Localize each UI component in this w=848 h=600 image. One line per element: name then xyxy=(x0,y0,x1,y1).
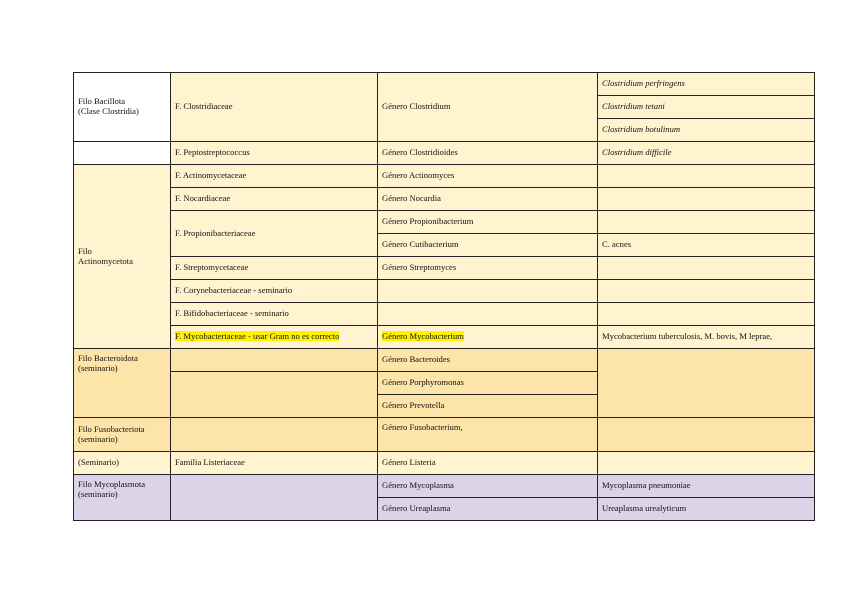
family-cell: Familia Listeriaceae xyxy=(171,452,378,475)
table-row xyxy=(74,257,815,280)
phylum-name: Filo Fusobacteriota xyxy=(78,423,145,434)
phylum-note: (seminario) xyxy=(78,488,118,499)
table-row xyxy=(74,280,815,303)
genus-cell: Género Ureaplasma xyxy=(378,498,598,521)
family-cell: F. Corynebacteriaceae - seminario xyxy=(171,280,378,303)
highlighted-text: Género Mycobacterium xyxy=(382,331,464,342)
genus-cell: Género Actinomyces xyxy=(378,165,598,188)
table-row xyxy=(74,142,815,165)
genus-cell: Género Streptomyces xyxy=(378,257,598,280)
family-cell: F. Actinomycetaceae xyxy=(171,165,378,188)
phylum-cell xyxy=(74,349,171,418)
species-cell xyxy=(598,188,815,211)
genus-cell: Género Clostridioides xyxy=(378,142,598,165)
genus-cell: Género Mycoplasma xyxy=(378,475,598,498)
family-cell: F. Propionibacteriaceae xyxy=(171,211,378,257)
phylum-note: (seminario) xyxy=(78,362,118,373)
genus-cell: Género Cutibacterium xyxy=(378,234,598,257)
phylum-cell xyxy=(74,165,171,349)
phylum-name: Filo Bacteroidota xyxy=(78,353,138,363)
phylum-cell xyxy=(74,142,171,165)
genus-cell: Género Listeria xyxy=(378,452,598,475)
table-row xyxy=(74,418,815,452)
genus-cell: Género Bacteroides xyxy=(378,349,598,372)
family-cell: F. Clostridiaceae xyxy=(171,73,378,142)
genus-cell: Género Nocardia xyxy=(378,188,598,211)
table-row xyxy=(74,349,815,372)
family-cell: F. Streptomycetaceae xyxy=(171,257,378,280)
phylum-note: Actinomycetota xyxy=(78,255,133,266)
species-cell: Clostridium perfringens xyxy=(598,73,815,96)
table-row xyxy=(74,303,815,326)
family-cell xyxy=(171,475,378,521)
family-cell: F. Bifidobacteriaceae - seminario xyxy=(171,303,378,326)
species-cell: C. acnes xyxy=(598,234,815,257)
phylum-name: Filo xyxy=(78,245,92,256)
family-cell xyxy=(171,372,378,418)
table-row xyxy=(74,452,815,475)
phylum-name: Filo Mycoplasmota xyxy=(78,479,146,489)
table-row xyxy=(74,475,815,498)
table-row xyxy=(74,165,815,188)
phylum-cell xyxy=(74,475,171,521)
taxonomy-table xyxy=(73,72,815,521)
table-row xyxy=(74,211,815,234)
genus-cell: Género Prevotella xyxy=(378,395,598,418)
phylum-name: Filo Bacillota xyxy=(78,96,126,107)
genus-cell: Género Porphyromonas xyxy=(378,372,598,395)
table-row xyxy=(74,326,815,349)
family-cell xyxy=(171,418,378,452)
species-cell xyxy=(598,418,815,452)
genus-cell: Género Clostridium xyxy=(378,73,598,142)
species-cell: Mycoplasma pneumoniae xyxy=(598,475,815,498)
species-cell xyxy=(598,165,815,188)
species-cell: Clostridium difficile xyxy=(598,142,815,165)
phylum-cell xyxy=(74,73,171,142)
species-cell xyxy=(598,211,815,234)
family-cell: F. Nocardiaceae xyxy=(171,188,378,211)
table-row xyxy=(74,73,815,96)
species-cell: Clostridium botulinum xyxy=(598,119,815,142)
species-cell xyxy=(598,280,815,303)
genus-cell xyxy=(378,326,598,349)
genus-cell: Género Propionibacterium xyxy=(378,211,598,234)
species-cell xyxy=(598,349,815,418)
species-cell: Mycobacterium tuberculosis, M. bovis, M leprae, xyxy=(598,326,815,349)
family-cell xyxy=(171,349,378,372)
family-cell: F. Peptostreptococcus xyxy=(171,142,378,165)
genus-cell xyxy=(378,280,598,303)
table-row xyxy=(74,188,815,211)
species-cell xyxy=(598,257,815,280)
species-cell: Ureaplasma urealyticum xyxy=(598,498,815,521)
highlighted-text: F. Mycobacteriaceae - usar Gram no es correcto xyxy=(175,331,340,342)
phylum-note: (Clase Clostridia) xyxy=(78,106,139,116)
species-cell: Clostridium tetani xyxy=(598,96,815,119)
genus-cell: Género Fusobacterium, xyxy=(378,418,598,452)
genus-cell xyxy=(378,303,598,326)
species-cell xyxy=(598,303,815,326)
phylum-cell xyxy=(74,418,171,452)
phylum-cell: (Seminario) xyxy=(74,452,171,475)
phylum-note: (seminario) xyxy=(78,433,118,444)
family-cell xyxy=(171,326,378,349)
species-cell xyxy=(598,452,815,475)
